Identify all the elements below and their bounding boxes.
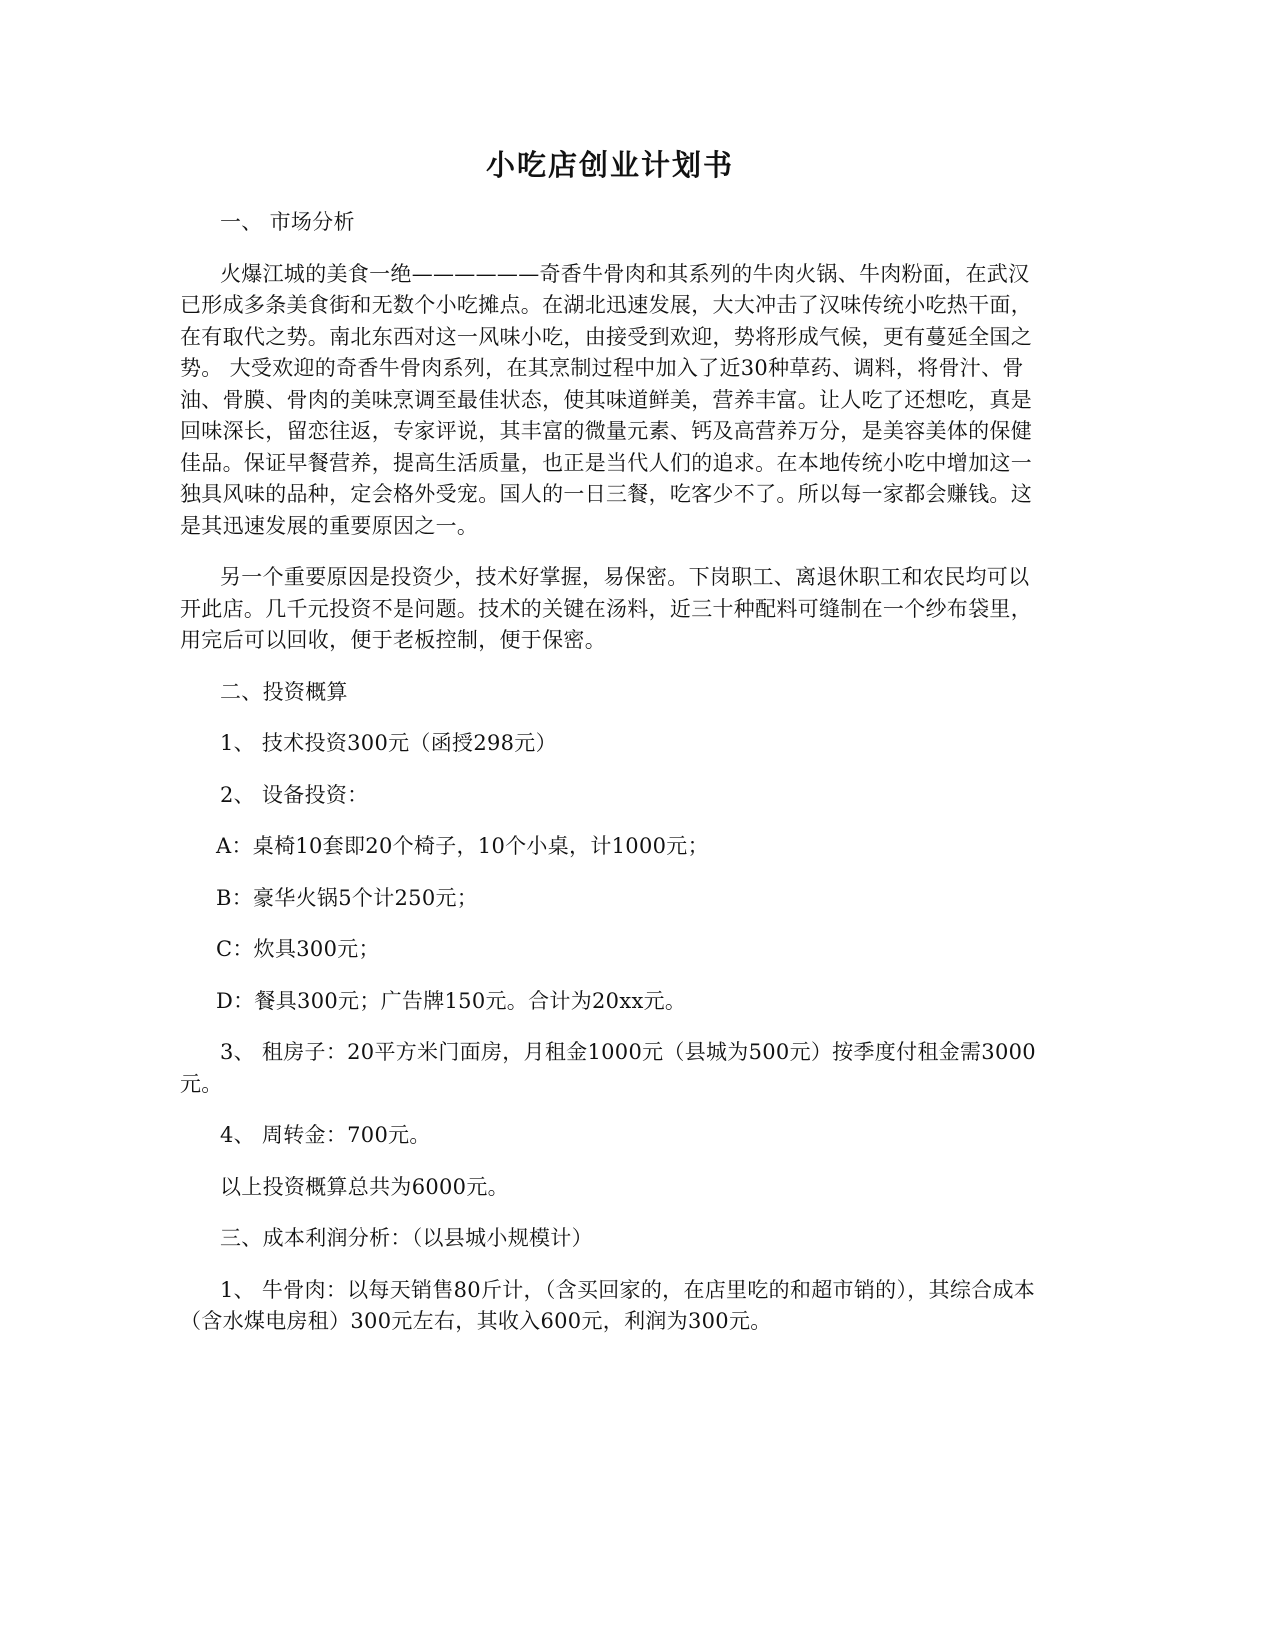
equipment-item-a: A：桌椅10套即20个椅子，10个小桌，计1000元； [216,834,709,858]
section-heading-market-analysis: 一、 市场分析 [220,210,355,234]
equipment-item-d: D：餐具300元；广告牌150元。合计为20xx元。 [216,988,687,1013]
document-body [180,145,1040,1358]
equipment-item-b: B：豪华火锅5个计250元； [216,885,479,910]
investment-total: 以上投资概算总共为6000元。 [220,1174,509,1199]
investment-item-equipment: 2、 设备投资： [220,782,369,807]
document-title: 小吃店创业计划书 [485,148,734,182]
cost-item-beef-bone: 1、 牛骨肉：以每天销售80斤计，（含买回家的，在店里吃的和超市销的），其综合成本（含水煤电房租）300元左右，其收入600元，利润为300元。 [180,1277,1036,1333]
section-heading-investment-estimate: 二、投资概算 [220,679,348,704]
paragraph-market-intro: 火爆江城的美食一绝——————奇香牛骨肉和其系列的牛肉火锅、牛肉粉面，在武汉已形成多条美食街和无数个小吃摊点。在湖北迅速发展，大大冲击了汉味传统小吃热干面，在有取代之势。南北东西对这一风味小吃，由接受到欢迎，势将形成气候，更有蔓延全国之势。 大受欢迎的奇香牛骨肉系列，在其烹制过程中加入了近30种草药、调料，将骨汁、骨油、骨膜、骨肉的美味烹调至最佳状态，使其味道鲜美，营养丰富。让人吃了还想吃，真是回味深长，留恋往返，专家评说，其丰富的微量元素、钙及高营养万分，是美容美体的保健佳品。保证早餐营养，提高生活质量，也正是当代人们的追求。在本地传统小吃中增加这一独具风味的品种，定会格外受宠。国人的一日三餐，吃客少不了。所以每一家都会赚钱。这是其迅速发展的重要原因之一。 [180,261,1032,538]
paragraph-second-reason: 另一个重要原因是投资少，技术好掌握，易保密。下岗职工、离退休职工和农民均可以开此店。几千元投资不是问题。技术的关键在汤料，近三十种配料可缝制在一个纱布袋里，用完后可以回收，便于老板控制，便于保密。 [180,565,1032,652]
investment-item-rent: 3、 租房子：20平方米门面房，月租金1000元（县城为500元）按季度付租金需3000元。 [180,1040,1036,1096]
equipment-item-c: C：炊具300元； [216,937,380,961]
investment-item-technology: 1、 技术投资300元（函授298元） [220,731,557,755]
section-heading-cost-profit: 三、成本利润分析：（以县城小规模计） [220,1226,593,1250]
investment-item-working-capital: 4、 周转金：700元。 [220,1123,431,1147]
